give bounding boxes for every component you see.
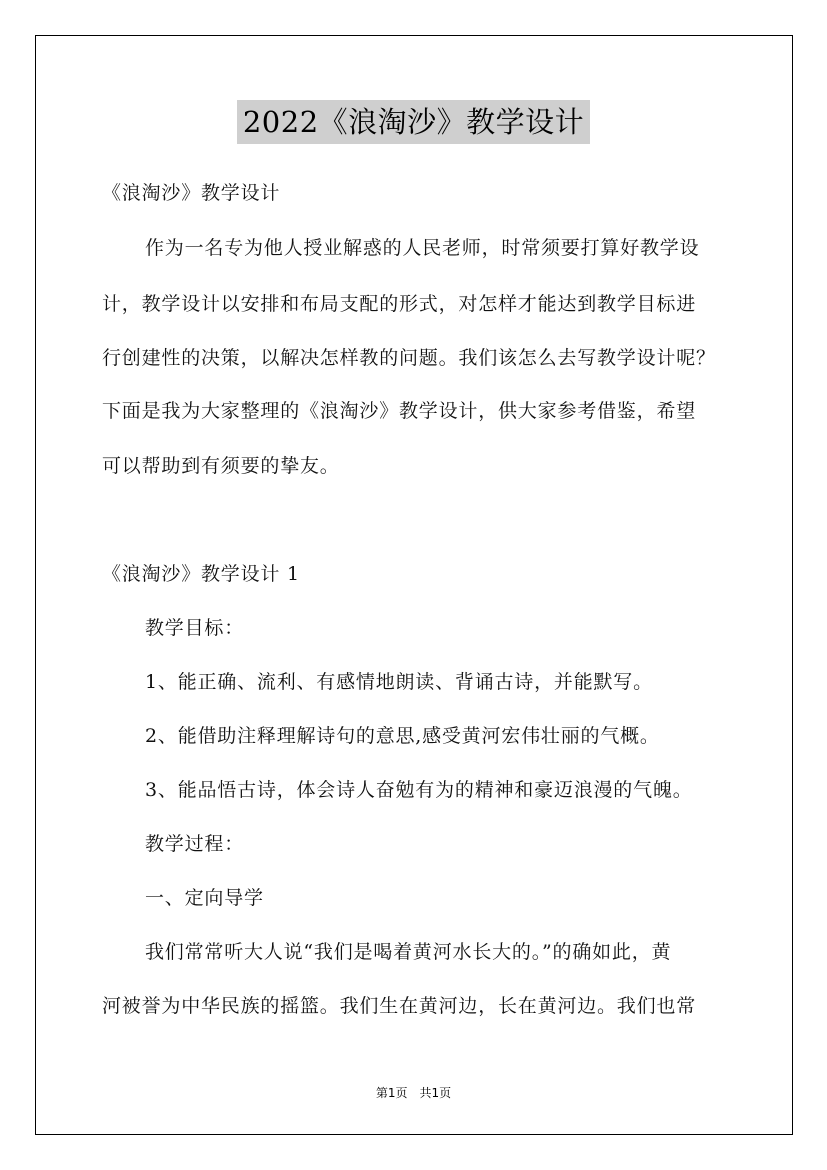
section-title: 《浪淘沙》教学设计 1 xyxy=(102,563,300,585)
goal-item-2: 2、能借助注释理解诗句的意思,感受黄河宏伟壮丽的气概。 xyxy=(145,725,660,747)
intro-line-2: 计，教学设计以安排和布局支配的形式，对怎样才能达到教学目标进 xyxy=(102,293,697,315)
intro-line-5: 可以帮助到有须要的挚友。 xyxy=(102,455,340,477)
title-container xyxy=(0,100,827,144)
intro-line-1: 作为一名专为他人授业解惑的人民老师，时常须要打算好教学设 xyxy=(145,237,700,259)
document-subtitle: 《浪淘沙》教学设计 xyxy=(102,182,281,204)
goal-item-3: 3、能品悟古诗，体会诗人奋勉有为的精神和豪迈浪漫的气魄。 xyxy=(145,779,693,801)
page-footer: 第1页 共1页 xyxy=(375,1086,452,1100)
step-1-heading: 一、定向导学 xyxy=(145,887,264,909)
body-line-1: 我们常常听大人说“我们是喝着黄河水长大的。”的确如此，黄 xyxy=(145,941,672,963)
intro-line-4: 下面是我为大家整理的《浪淘沙》教学设计，供大家参考借鉴，希望 xyxy=(102,400,697,422)
document-title: 2022《浪淘沙》教学设计 xyxy=(237,100,590,144)
intro-line-3: 行创建性的决策，以解决怎样教的问题。我们该怎么去写教学设计呢？ xyxy=(102,347,716,369)
process-label: 教学过程： xyxy=(145,833,245,855)
goals-label: 教学目标： xyxy=(145,617,245,639)
goal-item-1: 1、能正确、流利、有感情地朗读、背诵古诗，并能默写。 xyxy=(145,671,653,693)
body-line-2: 河被誉为中华民族的摇篮。我们生在黄河边，长在黄河边。我们也常 xyxy=(102,995,697,1017)
